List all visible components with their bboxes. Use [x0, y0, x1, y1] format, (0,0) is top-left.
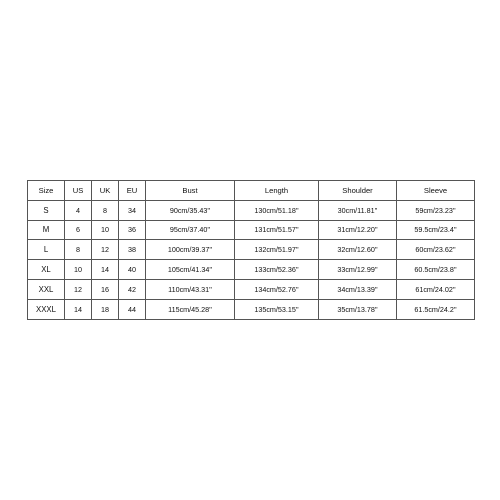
sleeve-cell: 60cm/23.62'' [397, 240, 475, 260]
size-cell: S [28, 200, 65, 220]
us-cell: 14 [65, 299, 92, 319]
size-cell: XXXL [28, 299, 65, 319]
uk-cell: 16 [92, 279, 119, 299]
header-cell-us: US [65, 181, 92, 201]
size-cell: L [28, 240, 65, 260]
sleeve-cell: 59cm/23.23'' [397, 200, 475, 220]
table-row [28, 220, 475, 240]
bust-cell: 95cm/37.40'' [146, 220, 235, 240]
sleeve-cell: 59.5cm/23.4'' [397, 220, 475, 240]
shoulder-cell: 34cm/13.39'' [319, 279, 397, 299]
header-row [28, 181, 475, 201]
size-cell: XXL [28, 279, 65, 299]
uk-cell: 18 [92, 299, 119, 319]
table-row [28, 240, 475, 260]
shoulder-cell: 31cm/12.20'' [319, 220, 397, 240]
length-cell: 130cm/51.18'' [235, 200, 319, 220]
bust-cell: 100cm/39.37'' [146, 240, 235, 260]
bust-cell: 110cm/43.31'' [146, 279, 235, 299]
sleeve-cell: 61.5cm/24.2'' [397, 299, 475, 319]
shoulder-cell: 32cm/12.60'' [319, 240, 397, 260]
us-cell: 6 [65, 220, 92, 240]
shoulder-cell: 35cm/13.78'' [319, 299, 397, 319]
us-cell: 12 [65, 279, 92, 299]
eu-cell: 40 [119, 260, 146, 280]
us-cell: 10 [65, 260, 92, 280]
length-cell: 133cm/52.36'' [235, 260, 319, 280]
eu-cell: 38 [119, 240, 146, 260]
uk-cell: 14 [92, 260, 119, 280]
length-cell: 135cm/53.15'' [235, 299, 319, 319]
eu-cell: 42 [119, 279, 146, 299]
header-cell-eu: EU [119, 181, 146, 201]
uk-cell: 8 [92, 200, 119, 220]
length-cell: 132cm/51.97'' [235, 240, 319, 260]
table-row [28, 200, 475, 220]
bust-cell: 115cm/45.28'' [146, 299, 235, 319]
table-row [28, 260, 475, 280]
header-cell-size: Size [28, 181, 65, 201]
shoulder-cell: 30cm/11.81'' [319, 200, 397, 220]
header-cell-uk: UK [92, 181, 119, 201]
shoulder-cell: 33cm/12.99'' [319, 260, 397, 280]
sleeve-cell: 60.5cm/23.8'' [397, 260, 475, 280]
uk-cell: 10 [92, 220, 119, 240]
sleeve-cell: 61cm/24.02'' [397, 279, 475, 299]
eu-cell: 44 [119, 299, 146, 319]
bust-cell: 90cm/35.43'' [146, 200, 235, 220]
header-cell-sleeve: Sleeve [397, 181, 475, 201]
header-cell-length: Length [235, 181, 319, 201]
uk-cell: 12 [92, 240, 119, 260]
header-cell-bust: Bust [146, 181, 235, 201]
size-chart-table [27, 180, 475, 320]
length-cell: 131cm/51.57'' [235, 220, 319, 240]
table-row [28, 279, 475, 299]
eu-cell: 36 [119, 220, 146, 240]
eu-cell: 34 [119, 200, 146, 220]
size-cell: M [28, 220, 65, 240]
size-cell: XL [28, 260, 65, 280]
length-cell: 134cm/52.76'' [235, 279, 319, 299]
bust-cell: 105cm/41.34'' [146, 260, 235, 280]
header-cell-shoulder: Shoulder [319, 181, 397, 201]
us-cell: 8 [65, 240, 92, 260]
us-cell: 4 [65, 200, 92, 220]
table-row [28, 299, 475, 319]
